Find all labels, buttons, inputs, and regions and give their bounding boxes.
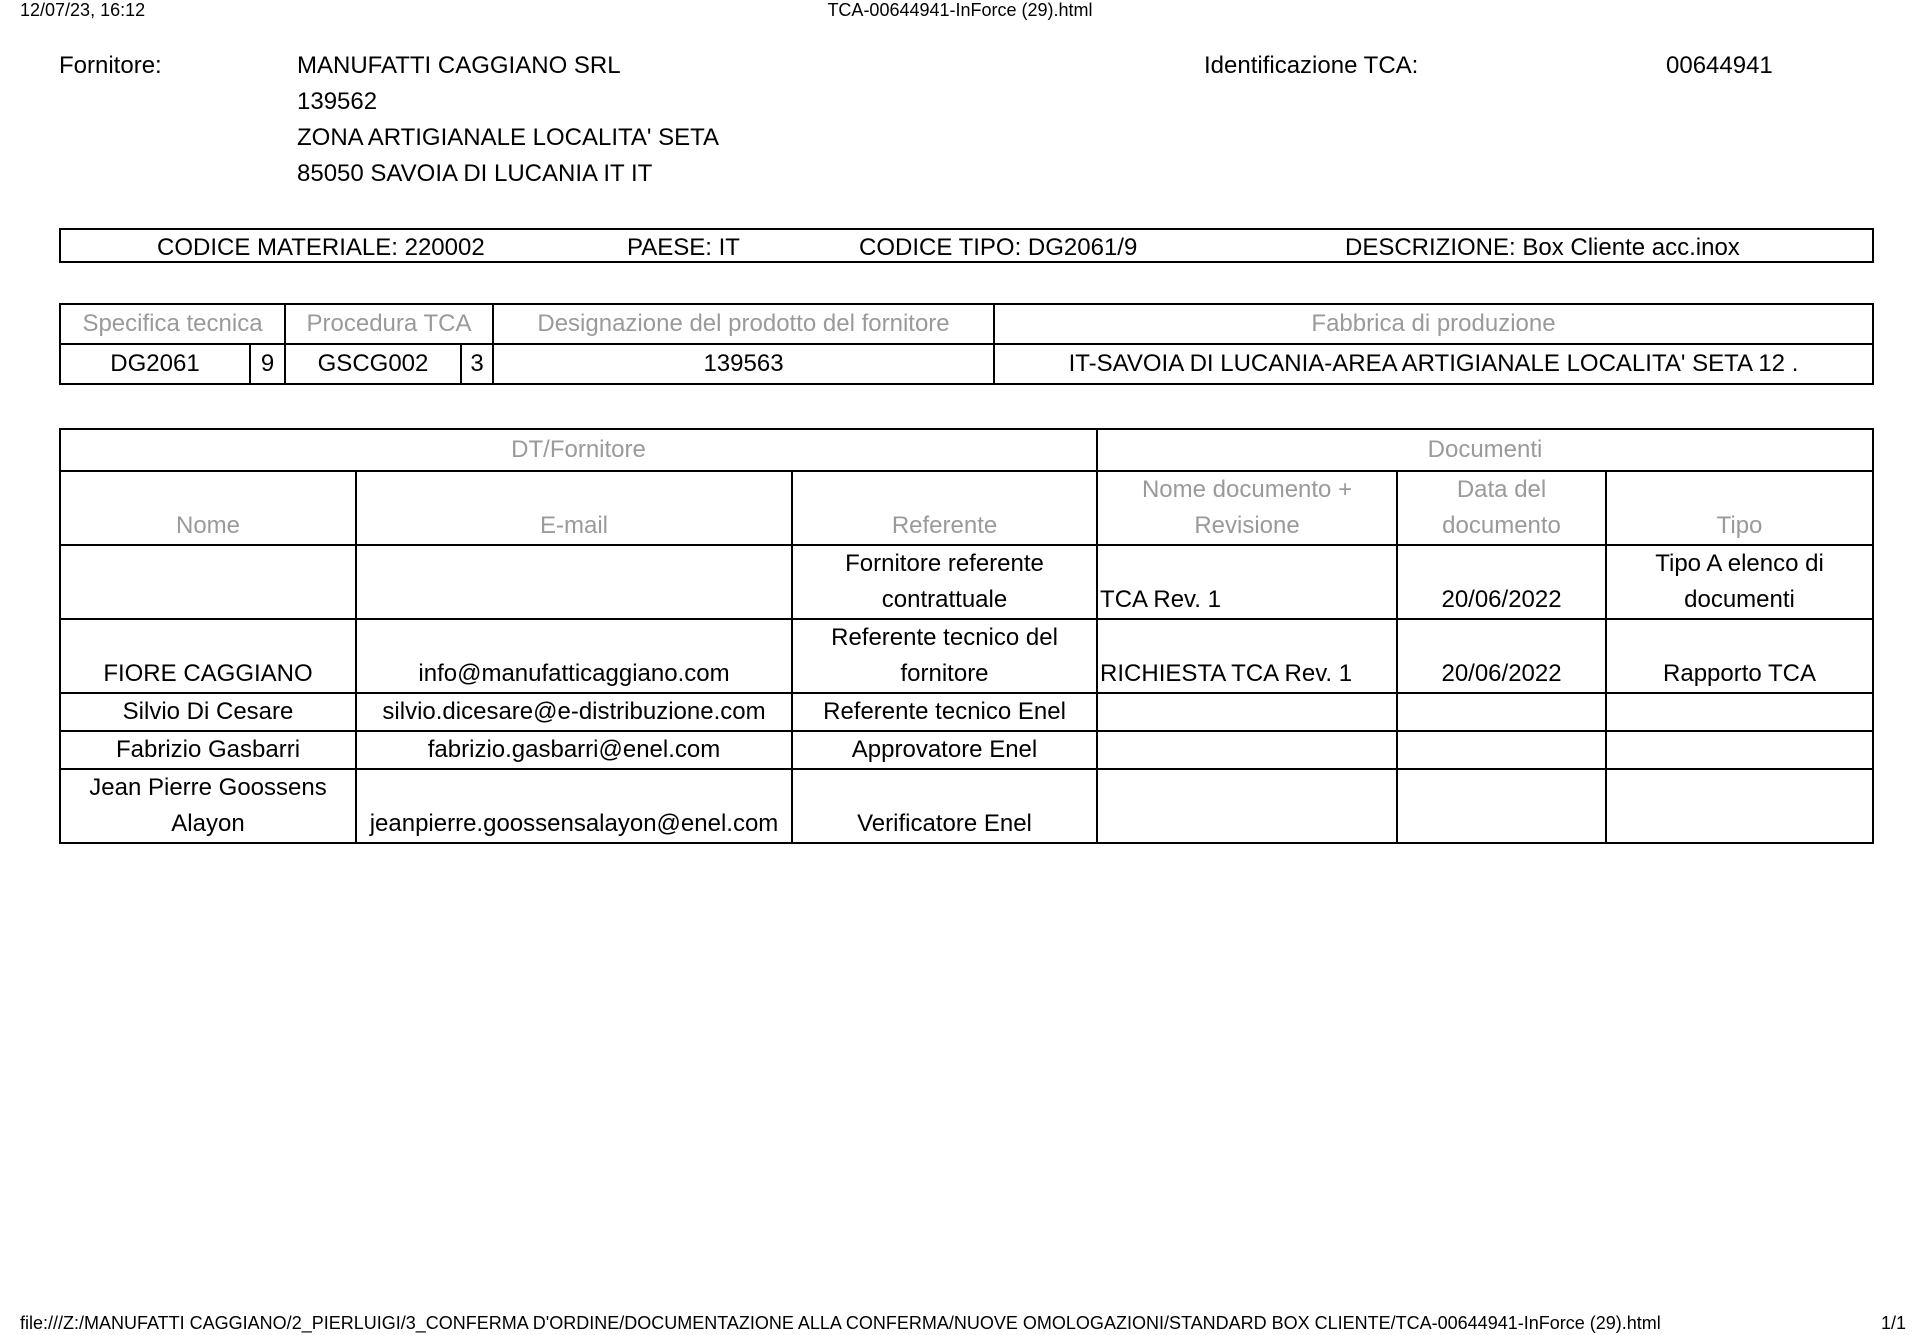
cell-documento [1097,731,1397,769]
cell-data [1397,693,1606,731]
supplier-name: MANUFATTI CAGGIANO SRL [297,52,621,79]
cell-tipo [1606,731,1873,769]
tca-id-value: 00644941 [1666,52,1773,79]
cell-data: 20/06/2022 [1397,619,1606,693]
section-dt-fornitore: DT/Fornitore [60,429,1097,471]
cell-email: fabrizio.gasbarri@enel.com [356,731,792,769]
header-data-line1: Data del [1456,476,1547,503]
supplier-label: Fornitore: [59,52,162,79]
header-procedura: Procedura TCA [285,304,493,344]
cell-referente-line2: contrattuale [881,586,1008,613]
cell-nome-line2: Alayon [171,810,245,837]
table-row [60,619,1873,693]
supplier-address-2: 85050 SAVOIA DI LUCANIA IT IT [297,160,653,187]
section-documenti: Documenti [1097,429,1873,471]
cell-nome-line1: Silvio Di Cesare [122,698,294,725]
cell-documento [1097,693,1397,731]
cell-email: silvio.dicesare@e-distribuzione.com [356,693,792,731]
header-nome: Nome [60,471,356,545]
cell-referente [792,693,1097,731]
cell-tipo [1606,769,1873,843]
cell-procedura-rev: 3 [461,344,493,384]
section-header-row [60,429,1873,471]
material-description: DESCRIZIONE: Box Cliente acc.inox [1345,234,1740,261]
contacts-table [59,428,1874,844]
header-fabbrica: Fabbrica di produzione [994,304,1873,344]
cell-referente-line1: Verificatore Enel [857,810,1032,837]
header-nome-documento [1097,471,1397,545]
cell-procedura: GSCG002 [285,344,461,384]
cell-documento: RICHIESTA TCA Rev. 1 [1097,619,1397,693]
file-path: file:///Z:/MANUFATTI CAGGIANO/2_PIERLUIGI/3_CONFERMA D'ORDINE/DOCUMENTAZIONE ALLA CONFERMA/NUOVE OMOLOGAZIONI/STANDARD BOX CLIENTE/TCA-00644941-InForce (29).html [20,1313,1661,1333]
header-data-line2: documento [1442,512,1561,539]
cell-referente-line1: Approvatore Enel [851,736,1038,763]
print-title: TCA-00644941-InForce (29).html [827,0,1093,20]
tca-id-label: Identificazione TCA: [1204,52,1419,79]
print-header [0,0,1920,20]
cell-referente [792,769,1097,843]
cell-fabbrica: IT-SAVOIA DI LUCANIA-AREA ARTIGIANALE LOCALITA' SETA 12 . [994,344,1873,384]
cell-tipo-line2: documenti [1684,586,1795,613]
cell-data: 20/06/2022 [1397,545,1606,619]
header-email: E-mail [356,471,792,545]
header-data-documento [1397,471,1606,545]
table-row [60,693,1873,731]
cell-email: info@manufatticaggiano.com [356,619,792,693]
cell-data [1397,769,1606,843]
header-referente: Referente [792,471,1097,545]
cell-tipo [1606,619,1873,693]
cell-tipo [1606,693,1873,731]
cell-documento [1097,769,1397,843]
supplier-address-1: ZONA ARTIGIANALE LOCALITA' SETA [297,124,720,151]
cell-email [356,545,792,619]
cell-referente-line1: Referente tecnico del [831,624,1058,651]
cell-specifica-rev: 9 [250,344,285,384]
cell-nome-line1: Fabrizio Gasbarri [115,736,301,763]
material-info-box [59,228,1874,263]
cell-referente-line1: Referente tecnico Enel [823,698,1066,725]
cell-nome [60,731,356,769]
cell-referente [792,619,1097,693]
header-tipo: Tipo [1606,471,1873,545]
cell-nome-line1: Jean Pierre Goossens [89,774,327,801]
header-nome-documento-line1: Nome documento + [1141,476,1353,503]
cell-tipo-line1: Tipo A elenco di [1655,550,1824,577]
cell-nome-line1: FIORE CAGGIANO [103,660,313,687]
page-number: 1/1 [1880,1313,1906,1333]
supplier-code: 139562 [297,88,378,115]
material-code: CODICE MATERIALE: 220002 [157,234,485,261]
header-designazione: Designazione del prodotto del fornitore [493,304,994,344]
cell-nome [60,619,356,693]
cell-nome [60,545,356,619]
table-row [60,731,1873,769]
cell-specifica: DG2061 [60,344,250,384]
cell-designazione: 139563 [493,344,994,384]
cell-documento: TCA Rev. 1 [1097,545,1397,619]
header-nome-documento-line2: Revisione [1194,512,1300,539]
cell-referente-line2: fornitore [900,660,989,687]
cell-email: jeanpierre.goossensalayon@enel.com [356,769,792,843]
cell-tipo-line1: Rapporto TCA [1663,660,1816,687]
cell-nome [60,693,356,731]
table-row [60,769,1873,843]
column-header-row [60,471,1873,545]
cell-tipo [1606,545,1873,619]
print-datetime: 12/07/23, 16:12 [20,0,146,20]
cell-referente [792,545,1097,619]
cell-referente [792,731,1097,769]
spec-table [59,303,1874,385]
spec-header-row [60,304,1873,344]
header-specifica: Specifica tecnica [60,304,285,344]
material-type-code: CODICE TIPO: DG2061/9 [859,234,1138,261]
cell-nome [60,769,356,843]
material-country: PAESE: IT [627,234,740,261]
table-row [60,545,1873,619]
supplier-details [297,48,719,192]
cell-referente-line1: Fornitore referente [845,550,1044,577]
spec-data-row [60,344,1873,384]
cell-data [1397,731,1606,769]
